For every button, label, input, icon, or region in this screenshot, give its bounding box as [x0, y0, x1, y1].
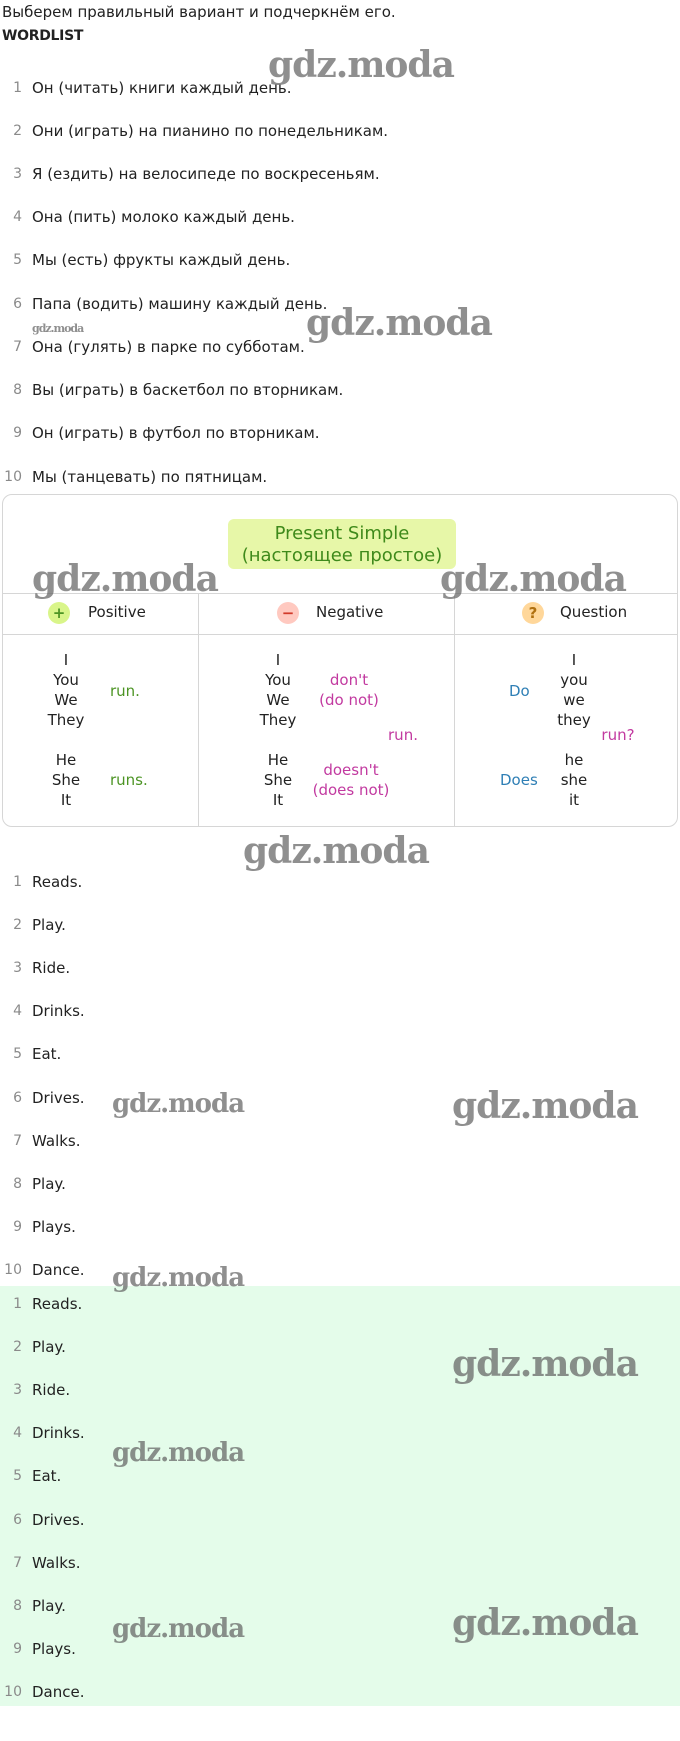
item-text: Plays.	[32, 1640, 76, 1658]
item-text: Play.	[32, 1597, 66, 1615]
item-number: 4	[13, 1003, 22, 1019]
item-number: 3	[13, 166, 22, 182]
watermark: gdz.moda	[306, 302, 492, 344]
item-number: 7	[13, 339, 22, 355]
item-number: 1	[13, 80, 22, 96]
negative-pronouns-1: I You We They	[259, 651, 297, 729]
item-number: 1	[13, 874, 22, 890]
grammar-title-line2: (настоящее простое)	[241, 545, 443, 566]
item-text: Папа (водить) машину каждый день.	[32, 295, 328, 313]
item-text: Drinks.	[32, 1424, 85, 1442]
item-number: 5	[13, 252, 22, 268]
item-text: Drinks.	[32, 1002, 85, 1020]
item-text: Play.	[32, 1175, 66, 1193]
positive-verb-singular: runs.	[110, 771, 148, 789]
watermark: gdz.moda	[268, 44, 454, 86]
watermark: gdz.moda	[243, 830, 429, 872]
item-text: Он (читать) книги каждый день.	[32, 79, 292, 97]
item-text: Drives.	[32, 1511, 85, 1529]
watermark: gdz.moda	[32, 322, 84, 335]
item-text: Dance.	[32, 1683, 85, 1701]
question-aux-singular: Does	[500, 771, 538, 789]
item-number: 9	[13, 425, 22, 441]
item-number: 6	[13, 1090, 22, 1106]
item-text: Вы (играть) в баскетбол по вторникам.	[32, 381, 344, 399]
question-aux-plural: Do	[509, 682, 530, 700]
item-number: 10	[4, 469, 22, 485]
item-number: 2	[13, 1339, 22, 1355]
negative-aux-singular: doesn't (does not)	[312, 761, 390, 799]
item-number: 5	[13, 1046, 22, 1062]
item-number: 2	[13, 123, 22, 139]
item-text: Она (пить) молоко каждый день.	[32, 208, 295, 226]
watermark: gdz.moda	[452, 1085, 638, 1127]
item-text: Ride.	[32, 959, 71, 977]
wordlist-label: WORDLIST	[2, 28, 84, 44]
item-number: 5	[13, 1468, 22, 1484]
positive-verb-plural: run.	[110, 682, 140, 700]
watermark: gdz.moda	[112, 1263, 245, 1293]
item-text: Мы (есть) фрукты каждый день.	[32, 251, 291, 269]
minus-icon: −	[277, 602, 299, 624]
grammar-title-line1: Present Simple	[274, 523, 410, 544]
watermark: gdz.moda	[452, 1602, 638, 1644]
column-divider	[454, 593, 455, 827]
question-verb: run?	[601, 726, 635, 744]
negative-header: Negative	[316, 603, 384, 621]
question-pronouns-2: he she it	[560, 751, 588, 809]
item-number: 3	[13, 1382, 22, 1398]
negative-aux-plural: don't (do not)	[319, 671, 379, 709]
item-number: 2	[13, 917, 22, 933]
item-number: 8	[13, 1176, 22, 1192]
intro-text: Выберем правильный вариант и подчеркнём его.	[2, 3, 396, 21]
column-divider	[198, 593, 199, 827]
item-number: 10	[4, 1262, 22, 1278]
item-number: 9	[13, 1219, 22, 1235]
item-text: Она (гулять) в парке по субботам.	[32, 338, 305, 356]
item-number: 4	[13, 209, 22, 225]
item-number: 9	[13, 1641, 22, 1657]
watermark: gdz.moda	[32, 558, 218, 600]
positive-pronouns-2: He She It	[51, 751, 81, 809]
item-text: Play.	[32, 1338, 66, 1356]
plus-icon: +	[48, 602, 70, 624]
item-text: Они (играть) на пианино по понедельникам.	[32, 122, 389, 140]
item-text: Plays.	[32, 1218, 76, 1236]
item-number: 10	[4, 1684, 22, 1700]
item-text: Play.	[32, 916, 66, 934]
item-text: Walks.	[32, 1554, 81, 1572]
item-number: 8	[13, 382, 22, 398]
watermark: gdz.moda	[112, 1438, 245, 1468]
negative-pronouns-2: He She It	[263, 751, 293, 809]
item-number: 7	[13, 1555, 22, 1571]
watermark: gdz.moda	[440, 558, 626, 600]
item-number: 6	[13, 296, 22, 312]
negative-verb: run.	[388, 726, 418, 744]
question-header: Question	[560, 603, 628, 621]
grammar-title	[228, 519, 456, 569]
item-text: Ride.	[32, 1381, 71, 1399]
question-icon: ?	[522, 602, 544, 624]
item-text: Dance.	[32, 1261, 85, 1279]
watermark: gdz.moda	[452, 1343, 638, 1385]
item-text: Eat.	[32, 1467, 62, 1485]
item-text: Он (играть) в футбол по вторникам.	[32, 424, 320, 442]
item-number: 3	[13, 960, 22, 976]
item-text: Eat.	[32, 1045, 62, 1063]
watermark: gdz.moda	[112, 1614, 245, 1644]
watermark: gdz.moda	[112, 1089, 245, 1119]
item-text: Walks.	[32, 1132, 81, 1150]
item-text: Drives.	[32, 1089, 85, 1107]
item-number: 4	[13, 1425, 22, 1441]
item-number: 8	[13, 1598, 22, 1614]
item-text: Reads.	[32, 1295, 83, 1313]
item-text: Я (ездить) на велосипеде по воскресеньям.	[32, 165, 380, 183]
question-pronouns-1: I you we they	[557, 651, 591, 729]
header-bottom-divider	[3, 634, 678, 635]
item-number: 1	[13, 1296, 22, 1312]
item-number: 6	[13, 1512, 22, 1528]
grammar-table	[2, 494, 678, 827]
positive-pronouns-1: I You We They	[47, 651, 85, 729]
item-number: 7	[13, 1133, 22, 1149]
item-text: Мы (танцевать) по пятницам.	[32, 468, 268, 486]
item-text: Reads.	[32, 873, 83, 891]
positive-header: Positive	[88, 603, 146, 621]
